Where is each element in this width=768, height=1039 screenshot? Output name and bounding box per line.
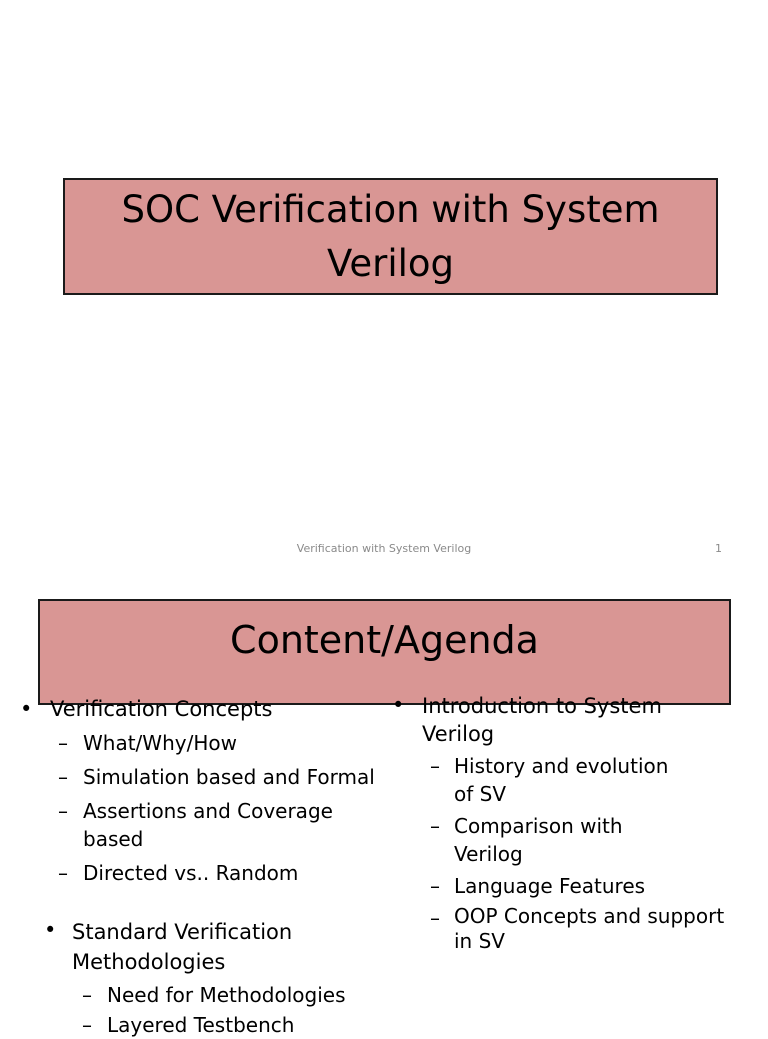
agenda-bullet	[392, 692, 752, 748]
agenda-subitem	[392, 904, 752, 954]
subitem-text: Need for Methodologies	[107, 983, 346, 1007]
subitem-text: Layered Testbench	[107, 1013, 295, 1037]
bullet-text: Introduction to System Verilog	[422, 694, 662, 746]
dash-icon: –	[430, 754, 440, 778]
agenda-subitem	[20, 797, 390, 853]
dash-icon: –	[430, 906, 440, 930]
slide-title: SOC Verification with System Verilog	[121, 187, 660, 285]
subitem-text: Language Features	[454, 874, 646, 898]
subitem-text: Comparison with Verilog	[454, 814, 623, 866]
dash-icon: –	[82, 1013, 92, 1037]
subitem-text: Assertions and Coverage based	[83, 799, 333, 851]
subitem-text: Directed vs.. Random	[83, 861, 299, 885]
agenda-slide	[0, 576, 768, 1037]
dash-icon: –	[430, 814, 440, 838]
agenda-subitem	[44, 1011, 390, 1039]
agenda-right-column	[392, 692, 752, 954]
slide-title-box	[63, 178, 718, 295]
agenda-subitem	[392, 812, 752, 868]
bullet-icon: •	[44, 918, 57, 942]
dash-icon: –	[82, 983, 92, 1007]
bullet-icon: •	[20, 697, 33, 721]
agenda-title-box	[38, 599, 731, 705]
agenda-subitem	[392, 752, 752, 808]
agenda-subitem	[20, 763, 390, 791]
dash-icon: –	[58, 731, 68, 755]
bullet-text: Verification Concepts	[50, 697, 273, 721]
bullet-text: Standard Verification Methodologies	[72, 920, 293, 974]
agenda-title: Content/Agenda	[230, 618, 539, 662]
slide-footer: Verification with System Verilog	[296, 542, 472, 555]
subitem-text: What/Why/How	[83, 731, 237, 755]
agenda-left-column	[20, 696, 390, 1039]
agenda-bullet	[20, 696, 390, 723]
subitem-text: OOP Concepts and support in SV	[454, 904, 725, 953]
agenda-subitem	[20, 859, 390, 887]
agenda-subitem	[20, 729, 390, 757]
dash-icon: –	[58, 765, 68, 789]
dash-icon: –	[58, 799, 68, 823]
dash-icon: –	[430, 874, 440, 898]
agenda-subitem	[44, 981, 390, 1009]
agenda-bullet	[44, 917, 390, 977]
slide-number: 1	[715, 542, 722, 555]
bullet-icon: •	[392, 693, 405, 717]
agenda-subitem	[392, 872, 752, 900]
dash-icon: –	[58, 861, 68, 885]
subitem-text: Simulation based and Formal	[83, 765, 375, 789]
subitem-text: History and evolution of SV	[454, 754, 669, 806]
